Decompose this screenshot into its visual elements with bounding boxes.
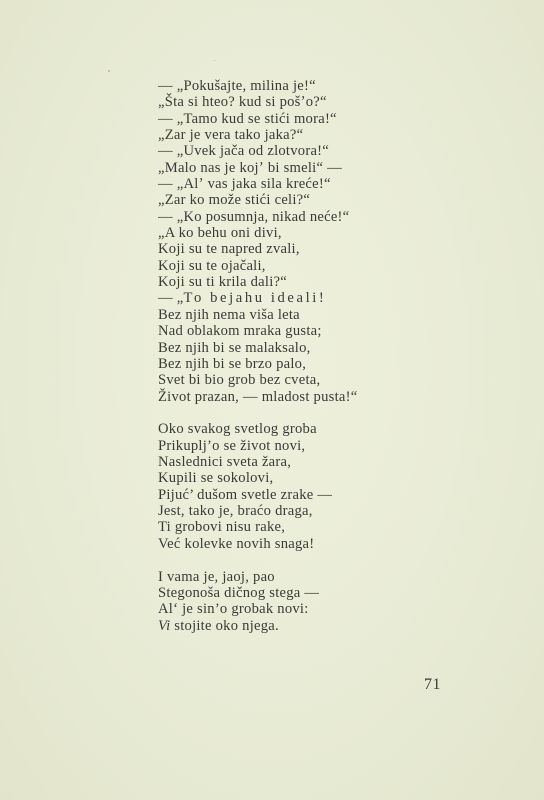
poem-line: — „Pokušajte, milina je!“ bbox=[158, 78, 316, 94]
poem-line: — „Ko posumnja, nikad neće!“ bbox=[158, 208, 350, 225]
poem-line: Al‘ je sin’o grobak novi: bbox=[158, 601, 309, 618]
poem-line: Život prazan, — mladost pusta!“ bbox=[158, 388, 358, 405]
poem-line: Bez njih bi se malaksalo, bbox=[158, 339, 311, 356]
poem-line: Ti grobovi nisu rake, bbox=[158, 519, 286, 536]
poem-line: Koji su te ojačali, bbox=[158, 257, 266, 274]
poem-line-italic-start bbox=[158, 618, 458, 634]
poem-line-spaced bbox=[158, 290, 458, 306]
poem-line: Već kolevke novih snaga! bbox=[158, 535, 315, 552]
poem-line: Oko svakog svetlog groba bbox=[158, 421, 317, 438]
poem-line: — „Alʼ vas jaka sila kreće!“ bbox=[158, 176, 331, 193]
poem-stanza-3 bbox=[158, 569, 458, 634]
poem-line: Bez njih nema viša leta bbox=[158, 306, 300, 323]
poem-line: — „Uvek jača od zlotvora!“ bbox=[158, 143, 330, 160]
poem-line: Stegonoša dičnog stega — bbox=[158, 584, 320, 601]
paper-speck bbox=[108, 70, 110, 72]
page-number: 71 bbox=[424, 676, 441, 693]
poem-line: Svet bi bio grob bez cveta, bbox=[158, 372, 321, 389]
poem-line: Kupili se sokolovi, bbox=[158, 470, 274, 487]
poem-line: Koji su ti krila dali?“ bbox=[158, 274, 287, 291]
poem-line: Nad oblakom mraka gusta; bbox=[158, 323, 322, 340]
poem-line-rest: stojite oko njega. bbox=[170, 617, 279, 634]
poem-line-spaced-text: To bejahu ideali! bbox=[183, 290, 327, 307]
poem-line-prefix: — „ bbox=[158, 290, 184, 307]
poem-line: Koji su te napred zvali, bbox=[158, 241, 300, 258]
poem-stanza-1 bbox=[158, 78, 458, 405]
poem-line: Bez njih bi se brzo palo, bbox=[158, 355, 307, 372]
poem-line: „A ko behu oni divi, bbox=[158, 225, 282, 242]
poem-line: Pijuć’ dušom svetle zrake — bbox=[158, 486, 333, 503]
poem-stanza-2 bbox=[158, 421, 458, 552]
poem-line: „Šta si hteo? kud si pošʼo?“ bbox=[158, 94, 327, 111]
poem-line: — „Tamo kud se stići mora!“ bbox=[158, 110, 337, 127]
paper-speck bbox=[214, 60, 215, 61]
poem-italic-word: Vi bbox=[158, 617, 171, 634]
poem-line: „Malo nas je kojʼ bi smeli“ — bbox=[158, 159, 342, 176]
poem-line: Jest, tako je, braćo draga, bbox=[158, 503, 313, 520]
poem-line: „Zar ko može stići celi?“ bbox=[158, 192, 311, 209]
poem-line: Prikuplj’o se život novi, bbox=[158, 437, 306, 454]
poem-line: „Zar je vera tako jaka?“ bbox=[158, 127, 304, 144]
poem-line: I vama je, jaoj, pao bbox=[158, 568, 275, 585]
poem-text bbox=[158, 78, 458, 634]
poem-line: Naslednici sveta žara, bbox=[158, 454, 292, 471]
